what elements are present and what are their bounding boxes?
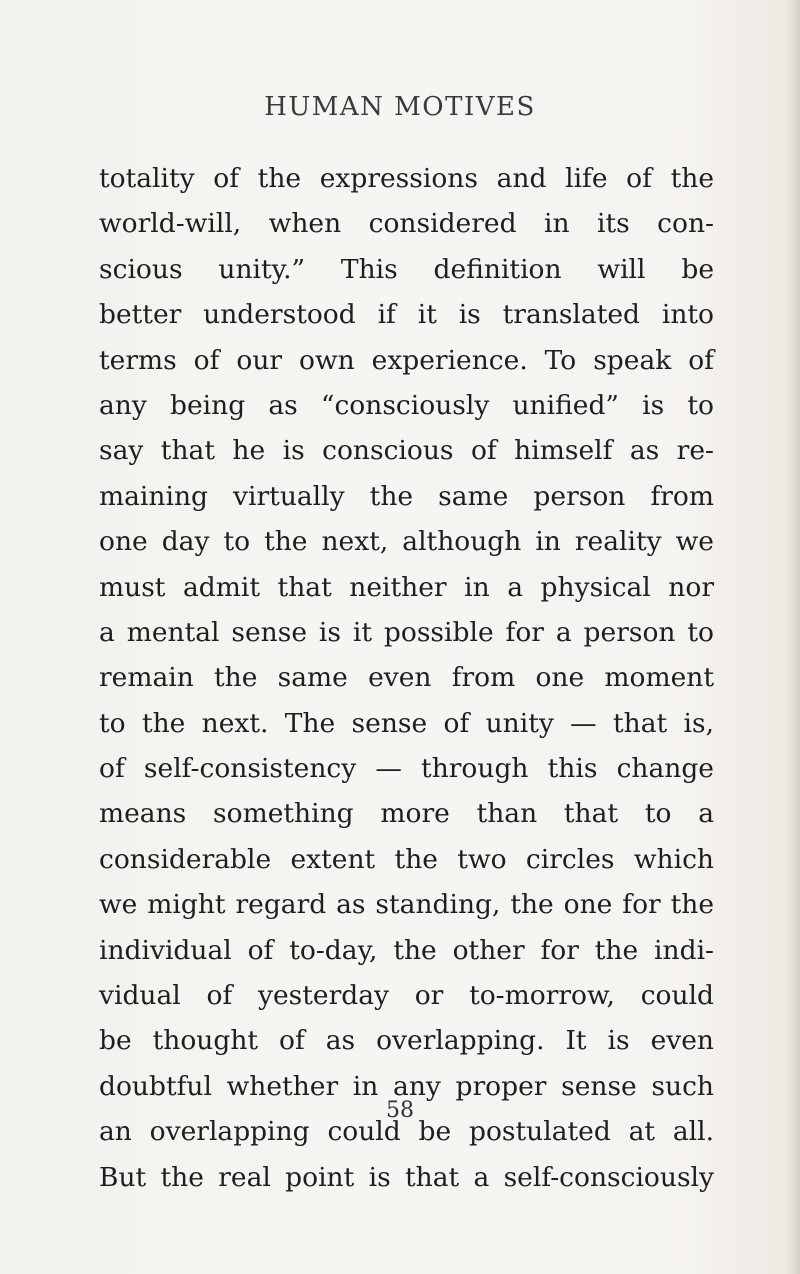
page-number: 58 xyxy=(386,1098,414,1123)
text-line: scious unity.” This definition will be xyxy=(99,253,714,285)
text-line: we might regard as standing, the one for the xyxy=(99,889,714,921)
text-line: totality of the expressions and life of the xyxy=(99,163,714,194)
body-text xyxy=(99,156,714,1200)
text-line: any being as “consciously unified” is to xyxy=(99,389,714,421)
text-line: remain the same even from one moment xyxy=(99,662,714,694)
text-line: considerable extent the two circles which xyxy=(99,843,714,875)
text-line: vidual of yesterday or to-morrow, could xyxy=(99,980,714,1012)
text-line: world-will, when considered in its con- xyxy=(99,208,714,240)
text-line: doubtful whether in any proper sense such xyxy=(99,1070,714,1102)
text-line: to the next. The sense of unity — that is, xyxy=(99,707,714,739)
text-line: be thought of as overlapping. It is even xyxy=(99,1025,714,1057)
running-head: HUMAN MOTIVES xyxy=(264,92,536,122)
text-line: must admit that neither in a physical nor xyxy=(99,571,714,603)
text-line: an overlapping could be postulated at all. xyxy=(99,1116,714,1148)
text-line: better understood if it is translated into xyxy=(99,299,714,331)
text-line: of self-consistency — through this change xyxy=(99,753,714,785)
text-line: But the real point is that a self-consciously xyxy=(99,1161,714,1193)
text-line: say that he is conscious of himself as re- xyxy=(99,435,714,467)
text-line: one day to the next, although in reality we xyxy=(99,526,714,558)
text-line: maining virtually the same person from xyxy=(99,480,714,512)
text-line: a mental sense is it possible for a person to xyxy=(99,616,714,648)
text-line: individual of to-day, the other for the indi- xyxy=(99,934,714,966)
text-line: means something more than that to a xyxy=(99,798,714,830)
text-line: terms of our own experience. To speak of xyxy=(99,344,714,376)
page-edge-shadow xyxy=(786,0,800,1274)
